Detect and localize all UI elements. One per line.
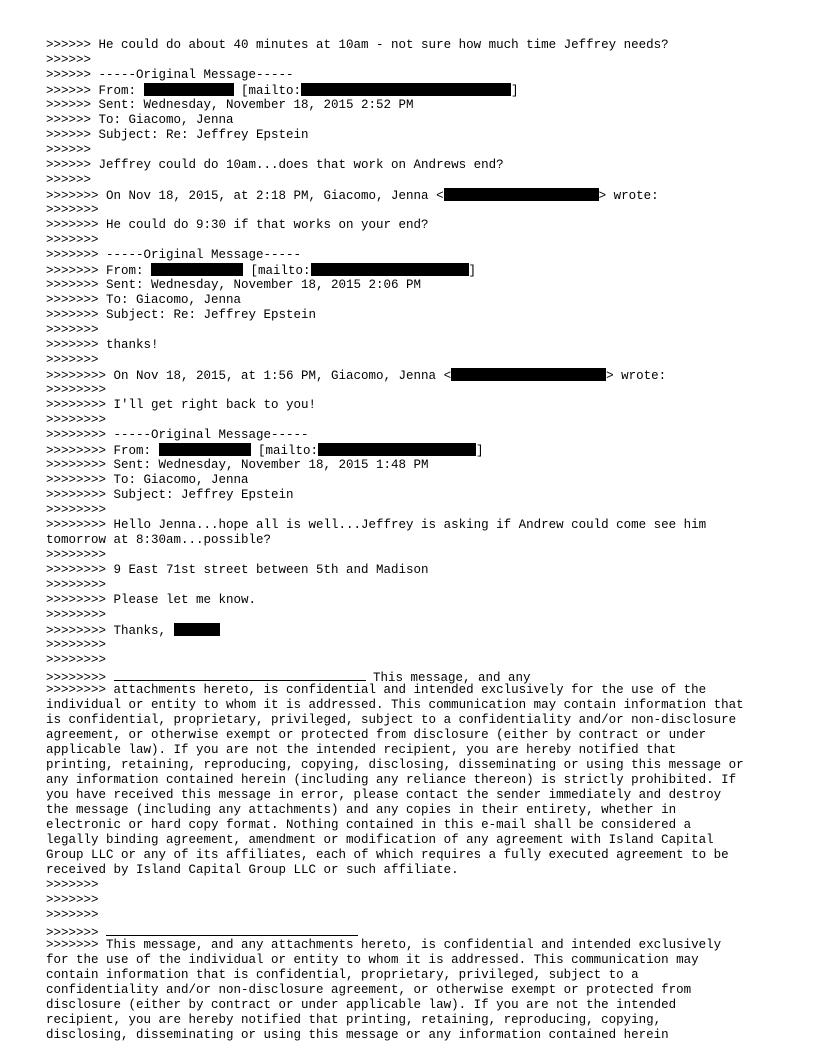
text-line: >>>>>> Sent: Wednesday, November 18, 2015 2:52 PM [46, 98, 414, 112]
text-line: >>>>>> To: Giacomo, Jenna [46, 113, 234, 127]
text-line [46, 263, 776, 278]
text-line: confidentiality and/or non-disclosure agreement, or otherwise exempt or protected from [46, 983, 692, 997]
text-segment: >>>>>>>> Thanks, [46, 624, 174, 638]
text-line: recipient, you are hereby notified that printing, retaining, reproducing, copying, [46, 1013, 662, 1027]
text-line: >>>>>>> [46, 203, 99, 217]
text-segment: >>>>>>> From: [46, 264, 152, 278]
redaction-block [451, 368, 606, 381]
text-line: electronic or hard copy format. Nothing contained in this e-mail shall be considered a [46, 818, 692, 832]
text-line: >>>>>>>> Please let me know. [46, 593, 257, 607]
text-line: >>>>>> He could do about 40 minutes at 10am - not sure how much time Jeffrey needs? [46, 38, 669, 52]
text-line: >>>>>> Jeffrey could do 10am...does that work on Andrews end? [46, 158, 504, 172]
text-line: >>>>>>>> 9 East 71st street between 5th and Madison [46, 563, 429, 577]
text-line: is confidential, proprietary, privileged, subject to a confidentiality and/or non-disclosure [46, 713, 737, 727]
separator-line [106, 923, 358, 936]
text-line: you have received this message in error, please contact the sender immediately and destroy [46, 788, 722, 802]
text-line: >>>>>>>> attachments hereto, is confidential and intended exclusively for the use of the [46, 683, 707, 697]
text-line: disclosing, disseminating or using this message or any information contained herein [46, 1028, 669, 1042]
text-line: tomorrow at 8:30am...possible? [46, 533, 272, 547]
text-segment: ] [511, 84, 519, 98]
text-line: >>>>>>> [46, 908, 99, 922]
text-line: for the use of the individual or entity to whom it is addressed. This communication may [46, 953, 699, 967]
text-line: printing, retaining, reproducing, copying, disclosing, disseminating or using this message or [46, 758, 744, 772]
text-line: >>>>>>> [46, 878, 99, 892]
redaction-block [311, 263, 469, 276]
text-line: received by Island Capital Group LLC or such affiliate. [46, 863, 459, 877]
text-segment: [mailto: [233, 84, 302, 98]
redaction-block [444, 188, 599, 201]
text-line: >>>>>>> Sent: Wednesday, November 18, 2015 2:06 PM [46, 278, 422, 292]
text-segment: > wrote: [598, 189, 659, 203]
text-line: >>>>>> [46, 53, 92, 67]
redaction-block [301, 83, 511, 96]
text-segment: >>>>>>>> On Nov 18, 2015, at 1:56 PM, Giacomo, Jenna < [46, 369, 452, 383]
text-segment: [mailto: [250, 444, 319, 458]
text-line: >>>>>>> [46, 323, 99, 337]
text-line: >>>>>>> [46, 233, 99, 247]
text-segment: >>>>>>> On Nov 18, 2015, at 2:18 PM, Giacomo, Jenna < [46, 189, 444, 203]
text-line: >>>>>>>> [46, 503, 107, 517]
text-line: >>>>>> [46, 173, 92, 187]
text-line: >>>>>>>> [46, 578, 107, 592]
text-line: >>>>>>>> -----Original Message----- [46, 428, 309, 442]
text-line: >>>>>>>> I'll get right back to you! [46, 398, 317, 412]
text-line: disclosure (either by contract or under applicable law). If you are not the intended [46, 998, 677, 1012]
text-line [46, 923, 776, 938]
text-line: >>>>>>> This message, and any attachments hereto, is confidential and intended exclusively [46, 938, 722, 952]
text-segment: This message, and any [365, 671, 531, 685]
redaction-block [174, 623, 220, 636]
text-line: >>>>>>>> [46, 608, 107, 622]
email-thread-body [46, 38, 776, 1043]
text-line: >>>>>>>> [46, 653, 107, 667]
text-line: contain information that is confidential, proprietary, privileged, subject to a [46, 968, 639, 982]
text-line: >>>>>>>> Sent: Wednesday, November 18, 2015 1:48 PM [46, 458, 429, 472]
text-line: >>>>>>> To: Giacomo, Jenna [46, 293, 242, 307]
text-line: legally binding agreement, amendment or modification of any agreement with Island Capital [46, 833, 714, 847]
text-segment: ] [468, 264, 477, 278]
text-line: >>>>>>>> [46, 383, 107, 397]
text-segment: > wrote: [606, 369, 667, 383]
redaction-block [144, 83, 234, 96]
text-line: >>>>>>> Subject: Re: Jeffrey Epstein [46, 308, 317, 322]
text-line: applicable law). If you are not the intended recipient, you are hereby notified that [46, 743, 677, 757]
text-line: agreement, or otherwise exempt or protected from disclosure (either by contract or under [46, 728, 707, 742]
separator-line [114, 668, 366, 681]
redaction-block [151, 263, 243, 276]
text-line: >>>>>>>> Subject: Jeffrey Epstein [46, 488, 294, 502]
text-line: >>>>>>> [46, 353, 99, 367]
text-segment: >>>>>>>> [46, 671, 114, 685]
text-line: >>>>>>>> Hello Jenna...hope all is well...Jeffrey is asking if Andrew could come see him [46, 518, 707, 532]
text-segment: ] [476, 444, 484, 458]
text-segment: >>>>>> From: [46, 84, 144, 98]
text-line [46, 368, 776, 383]
text-line [46, 623, 776, 638]
text-line: >>>>>>>> [46, 548, 107, 562]
text-line: >>>>>>> [46, 893, 99, 907]
text-line: >>>>>>>> [46, 638, 107, 652]
text-line: any information contained herein (including any reliance thereon) is strictly prohibited. If [46, 773, 737, 787]
text-line: >>>>>>> thanks! [46, 338, 159, 352]
text-line: the message (including any attachments) and any copies in their entirety, whether in [46, 803, 677, 817]
redaction-block [159, 443, 251, 456]
text-line: >>>>>> -----Original Message----- [46, 68, 294, 82]
text-line: >>>>>>>> [46, 413, 107, 427]
redaction-block [318, 443, 476, 456]
text-line: Group LLC or any of its affiliates, each of which requires a fully executed agreement to be [46, 848, 729, 862]
text-line [46, 83, 776, 98]
text-line [46, 443, 776, 458]
text-line: >>>>>>> -----Original Message----- [46, 248, 302, 262]
text-line: >>>>>> [46, 143, 92, 157]
text-line [46, 188, 776, 203]
text-line: individual or entity to whom it is addressed. This communication may contain information that [46, 698, 744, 712]
text-line [46, 668, 776, 683]
text-segment: >>>>>>>> From: [46, 444, 159, 458]
text-segment: [mailto: [243, 264, 311, 278]
text-line: >>>>>>>> To: Giacomo, Jenna [46, 473, 249, 487]
text-line: >>>>>> Subject: Re: Jeffrey Epstein [46, 128, 309, 142]
text-line: >>>>>>> He could do 9:30 if that works on your end? [46, 218, 429, 232]
text-segment: >>>>>>> [46, 926, 107, 940]
